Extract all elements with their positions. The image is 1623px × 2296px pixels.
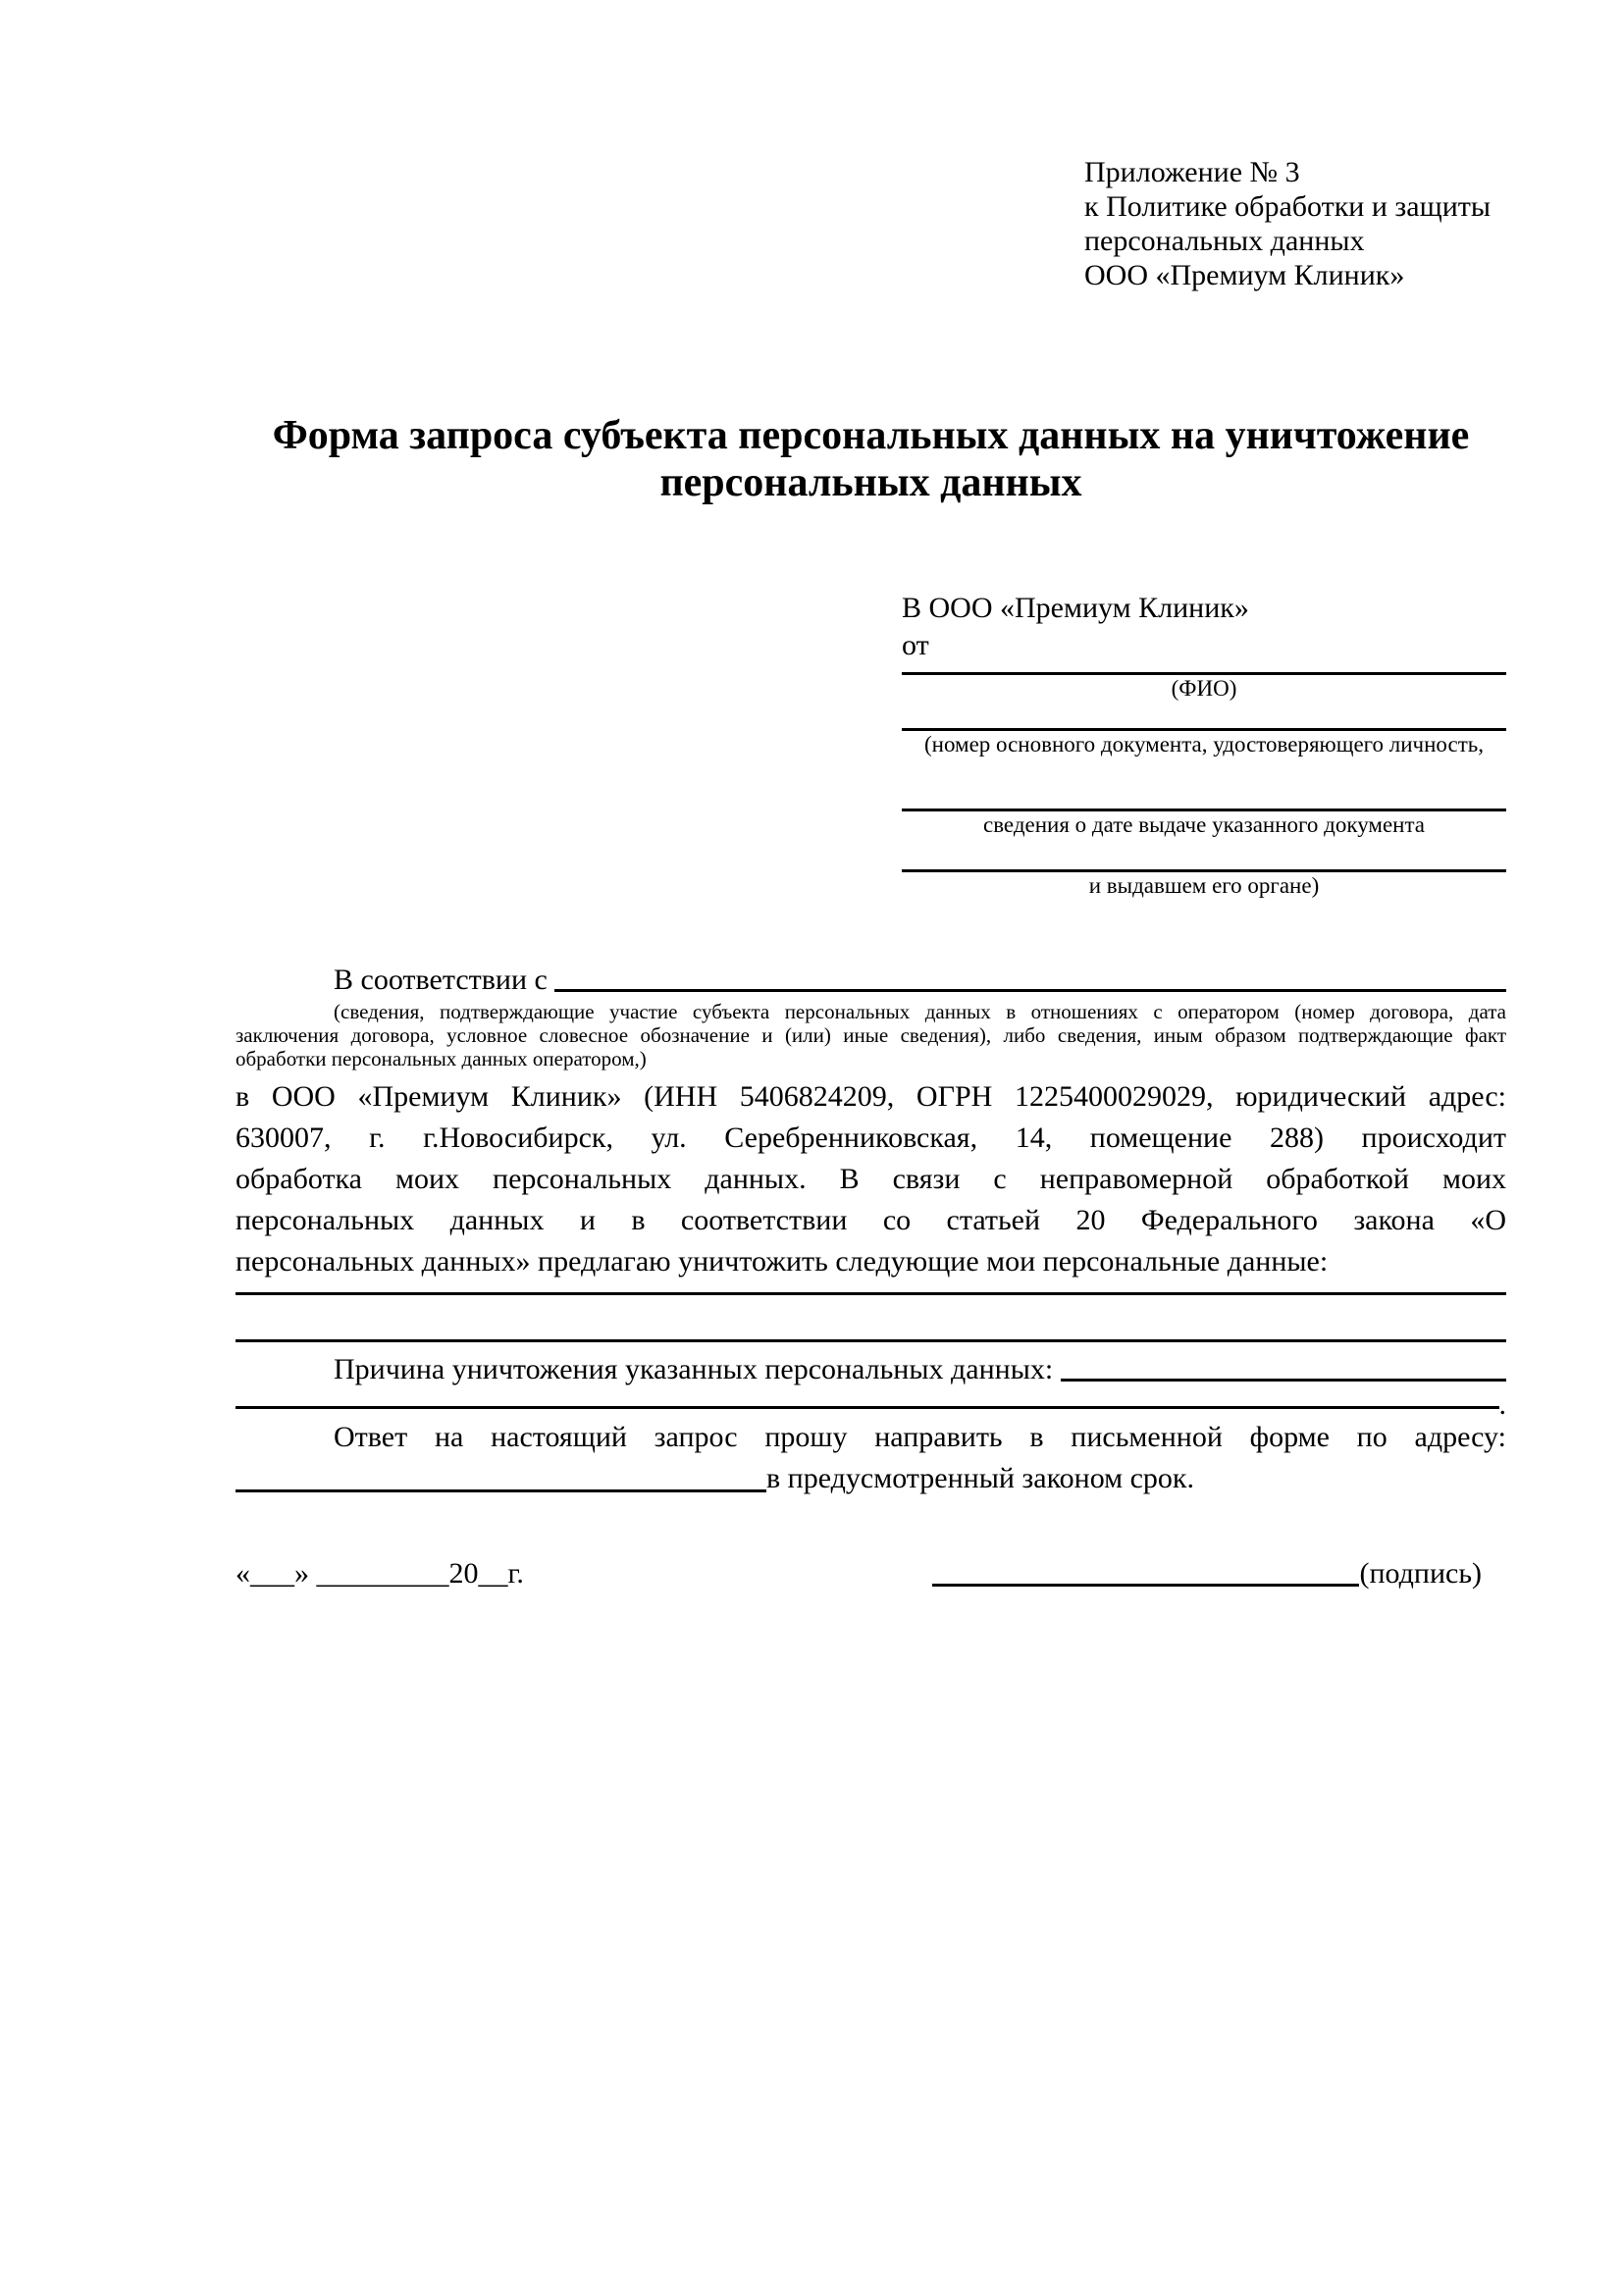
paragraph-line: обработка моих персональных данных. В связи с неправомерной обработкой моих (236, 1163, 1506, 1195)
form-title-line: Форма запроса субъекта персональных данных на уничтожение (272, 413, 1470, 458)
reason-continuation-row (236, 1388, 1506, 1421)
main-paragraph (236, 1076, 1506, 1282)
paragraph-line: 630007, г. г.Новосибирск, ул. Серебренниковская, 14, помещение 288) происходит (236, 1122, 1506, 1154)
addressee-block (902, 590, 1506, 899)
appendix-note (1084, 155, 1506, 292)
issue-date-blank-line (902, 757, 1506, 811)
document-number-caption: (номер основного документа, удостоверяющего личность, (923, 732, 1484, 757)
accordance-label: В соответствии с (334, 964, 555, 996)
addressee-from-label: от (902, 629, 929, 661)
footnote-line: (сведения, подтверждающие участие субъекта персональных данных в отношениях с оператором (номер договора, дата (334, 1000, 1506, 1023)
issuing-authority-caption: и выдавшем его органе) (1088, 873, 1320, 898)
answer-request-line: Ответ на настоящий запрос прошу направить в письменной форме по адресу: (334, 1421, 1506, 1453)
data-blank-line (236, 1295, 1506, 1342)
address-blank-line (236, 1458, 766, 1492)
date-signature-row (236, 1554, 1482, 1593)
addressee-to: В ООО «Премиум Клиник» (902, 592, 1249, 624)
footnote-line: обработки персональных данных оператором,) (236, 1047, 647, 1070)
signature-caption: (подпись) (1359, 1557, 1482, 1590)
appendix-line: к Политике обработки и защиты (1084, 190, 1492, 223)
reason-continuation-blank-line (236, 1406, 1499, 1409)
paragraph-line: персональных данных» предлагаю уничтожить следующие мои персональные данные: (236, 1245, 1329, 1278)
signature-blank-line (932, 1554, 1359, 1587)
appendix-line: ООО «Премиум Клиник» (1084, 259, 1405, 291)
reason-row (236, 1350, 1506, 1389)
date-line: «___» _________20__г. (236, 1557, 524, 1590)
document-number-blank-line (902, 702, 1506, 731)
appendix-line: Приложение № 3 (1084, 156, 1300, 188)
data-blank-line (236, 1282, 1506, 1295)
sentence-period: . (1498, 1388, 1506, 1421)
term-text: в предусмотренный законом срок. (766, 1462, 1194, 1494)
fio-blank-line (902, 664, 1506, 675)
issue-date-caption: сведения о дате выдаче указанного документа (982, 812, 1426, 837)
form-title (236, 412, 1506, 506)
paragraph-line: в ООО «Премиум Клиник» (ИНН 5406824209, ОГРН 1225400029029, юридический адрес: (236, 1080, 1506, 1113)
term-row (236, 1458, 1506, 1499)
reason-label: Причина уничтожения указанных персональных данных: (334, 1353, 1061, 1385)
paragraph-line: персональных данных и в соответствии со статьей 20 Федерального закона «О (236, 1204, 1506, 1236)
issuing-authority-blank-line (902, 838, 1506, 872)
form-title-line: персональных данных (659, 460, 1082, 505)
fio-caption: (ФИО) (1171, 676, 1237, 701)
signature-area (932, 1554, 1482, 1593)
accordance-footnote (236, 1000, 1506, 1070)
accordance-row (236, 961, 1506, 1000)
footnote-line: заключения договора, условное словесное обозначение и (или) иные сведения), либо сведения, иным образом подтверждающие факт (236, 1023, 1506, 1047)
accordance-blank-line (554, 961, 1506, 992)
appendix-line: персональных данных (1084, 225, 1365, 257)
reason-blank-line (1061, 1350, 1506, 1382)
